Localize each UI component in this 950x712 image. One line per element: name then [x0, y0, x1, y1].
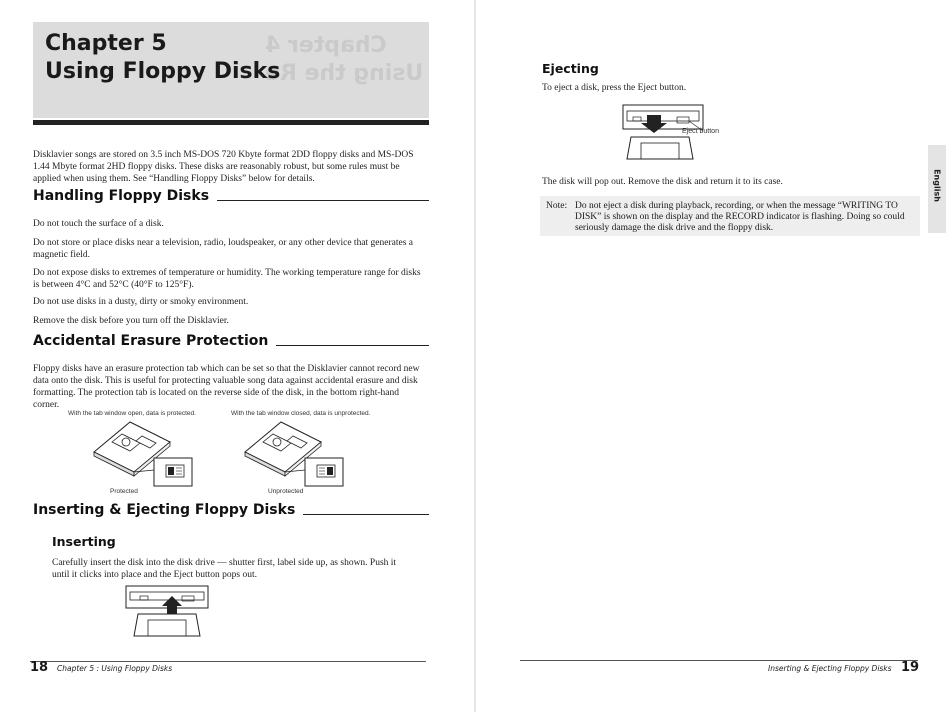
subheading-ejecting: Ejecting [542, 61, 599, 76]
section-heading-handling: Handling Floppy Disks [33, 188, 429, 204]
footer-chapter: Chapter 5 : Using Floppy Disks [57, 664, 173, 673]
footer-section: Inserting & Ejecting Floppy Disks [768, 664, 892, 673]
chapter-title [45, 30, 280, 86]
floppy-disk-unprotected-illustration [243, 420, 353, 490]
chapter-name: Using Floppy Disks [45, 59, 281, 84]
right-page [475, 0, 950, 712]
handling-rule: Do not expose disks to extremes of temperature or humidity. The working temperature range for disks is between 4°C and 52°C (40°F to 125°F). [33, 268, 421, 290]
disk-drive-insert-illustration [124, 584, 214, 640]
language-tab [928, 145, 946, 233]
inserting-paragraph: Carefully insert the disk into the disk drive — shutter first, label side up, as shown. Push it until it clicks into place and the Eject button pops out. [52, 558, 397, 580]
section-heading-insert-eject: Inserting & Ejecting Floppy Disks [33, 502, 429, 518]
page-number-right: 19 [901, 660, 920, 675]
section-heading-protection: Accidental Erasure Protection [33, 333, 429, 349]
note-box [540, 196, 920, 236]
note-text: Do not eject a disk during playback, recording, or when the message “WRITING TO DISK” is shown on the display and the RECORD indicator is flashing. Doing so could seriously damage the disk drive and the floppy disk. [575, 201, 905, 233]
caption-protected: With the tab window open, data is protected. [68, 410, 196, 417]
note-label: Note: [546, 201, 568, 211]
chapter-header [33, 22, 429, 118]
ejecting-paragraph: To eject a disk, press the Eject button. [542, 83, 687, 93]
chapter-rule [33, 120, 429, 125]
language-label: English [932, 169, 942, 202]
footer-rule-right [520, 660, 918, 661]
intro-paragraph: Disklavier songs are stored on 3.5 inch MS-DOS 720 Kbyte format 2DD floppy disks and MS-DOS 1.44 Mbyte format 2HD floppy disks. These disks are reasonably robust, but some rules must be applied when using them. See “Handling Floppy Disks” below for details. [33, 150, 414, 184]
subheading-inserting: Inserting [52, 534, 116, 549]
chapter-label: Chapter 5 [45, 31, 167, 56]
page-number: 18 [30, 660, 49, 675]
protection-paragraph: Floppy disks have an erasure protection tab which can be set so that the Disklavier cannot record new data onto the disk. This is useful for protecting valuable song data against accidental erasure and disk formatting. The protection tab is located on the reverse side of the disk, in the bottom right-hand corner. [33, 364, 420, 410]
caption-unprotected: With the tab window closed, data is unprotected. [231, 410, 371, 417]
handling-rule: Remove the disk before you turn off the Disklavier. [33, 316, 229, 326]
handling-rule: Do not use disks in a dusty, dirty or smoky environment. [33, 297, 249, 307]
floppy-disk-protected-illustration [92, 420, 202, 490]
eject-button-callout: Eject button [682, 128, 719, 135]
show-through-text: Chapter 4 Using the Re [264, 33, 423, 86]
handling-rule: Do not touch the surface of a disk. [33, 219, 164, 229]
label-unprotected: Unprotected [268, 488, 304, 495]
handling-rule: Do not store or place disks near a television, radio, loudspeaker, or any other device that generates a magnetic field. [33, 238, 414, 260]
label-protected: Protected [110, 488, 138, 495]
footer-rule [30, 661, 426, 662]
eject-after-paragraph: The disk will pop out. Remove the disk and return it to its case. [542, 177, 783, 187]
